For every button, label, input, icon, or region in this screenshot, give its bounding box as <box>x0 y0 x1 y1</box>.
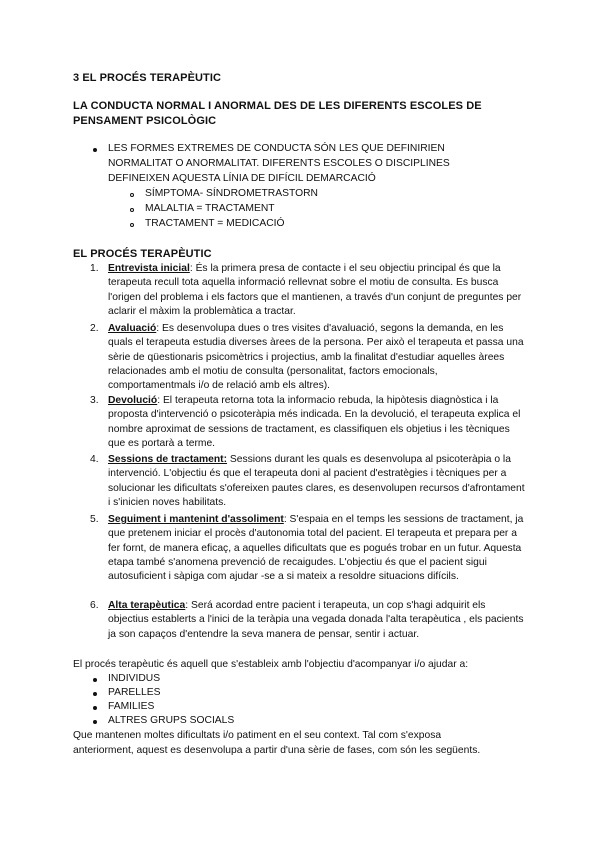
sub-item: SÍMPTOMA- SÍNDROMETRASTORN <box>145 188 318 199</box>
step-text: : És la primera presa de contacte i el seu objectiu principal és que la terapeuta recull tota aquella informació rellevnat sobre el motiu de consulta. Es busca l'origen del problema i els factors que el mantienen, a través d'un conjunt de preguntes per aclarir el màxim la problemàtica a tractar. <box>108 263 522 317</box>
target-item: INDIVIDUS <box>108 673 161 684</box>
step-number: 2. <box>90 323 99 334</box>
step-text: : Será acordad entre pacient i terapeuta, un cop s'hagi adquirit els objectius establerts a l'inici de la teràpia una vegada donada l'alta terapèutica , els pacients ja son capaços d'entendre la seva manera de pensar, sentir i actuar. <box>108 600 524 640</box>
hollow-bullet-icon <box>130 223 134 227</box>
step-term: Seguiment i mantenint d'assoliment <box>108 514 284 525</box>
target-item: ALTRES GRUPS SOCIALS <box>108 715 235 726</box>
step-term: Avaluació <box>108 323 157 334</box>
subtitle-line-1: LA CONDUCTA NORMAL I ANORMAL DES DE LES DIFERENTS ESCOLES DE <box>73 100 482 112</box>
step-number: 5. <box>90 514 99 525</box>
hollow-bullet-icon <box>130 193 134 197</box>
closing-line-1: Que mantenen moltes dificultats i/o patiment en el seu context. Tal com s'exposa <box>73 730 442 741</box>
bullet-intro-line-2: NORMALITAT O ANORMALITAT. DIFERENTS ESCOLES O DISCIPLINES <box>108 158 450 169</box>
step-text: Sessions durant les quals es desenvolupa al psicoteràpia o la intervenció. L'objectiu és que el terapeuta doni al pacient d'estratègies i tècniques per a solucionar les dificultats s'ofereixen pautes clares, es desenvolupen recursos d'afrontament i s'inicien noves habilitats. <box>108 454 525 508</box>
process-heading: EL PROCÉS TERAPÈUTIC <box>73 248 212 260</box>
step-5 <box>108 513 526 584</box>
closing-line-2: anteriorment, aquest es desenvolupa a partir d'una sèrie de fases, com són les següents. <box>73 745 481 756</box>
step-4 <box>108 453 526 510</box>
subtitle-line-2: PENSAMENT PSICOLÒGIC <box>73 115 217 127</box>
sub-item: MALALTIA = TRACTAMENT <box>145 203 275 214</box>
bullet-intro-line-3: DEFINEIXEN AQUESTA LÍNIA DE DIFÍCIL DEMARCACIÓ <box>108 173 376 184</box>
target-item: PARELLES <box>108 687 161 698</box>
step-number: 4. <box>90 454 99 465</box>
step-number: 6. <box>90 600 99 611</box>
step-number: 3. <box>90 395 99 406</box>
bullet-dot-icon <box>93 678 97 682</box>
section-title: 3 EL PROCÉS TERAPÈUTIC <box>73 72 222 84</box>
step-1 <box>108 262 526 319</box>
step-text: : S'espaia en el temps les sessions de tractament, ja que pretenem iniciar el procès d'autonomia total del pacient. El terapeuta et prepara per a fer fornt, de manera eficaç, a aquelles dificultats que es pogués trobar en un futur. Aquesta etapa també s'anomena prevenció de recaigudes. L'objectiu és que el pacient sigui autosuficient i sàpiga com ajudar -se a si mateix a resoldre situacions difícils. <box>108 514 524 583</box>
bullet-dot-icon <box>93 692 97 696</box>
step-text: : Es desenvolupa dues o tres visites d'avaluació, segons la demanda, en les quals el terapeuta estudia diverses àrees de la persona. Per això el terapeuta et passa una sèrie de qüestionaris psicomètrics i projectius, amb la finalitat d'estudiar aquelles àrees relacionades amb el motiu de consulta (personalitat, factors emocionals, comportamentmals i/o de relació amb els altres). <box>108 323 524 392</box>
target-item: FAMILIES <box>108 701 155 712</box>
hollow-bullet-icon <box>130 208 134 212</box>
step-term: Entrevista inicial <box>108 263 190 274</box>
step-term: Alta terapèutica <box>108 600 186 611</box>
closing-intro: El procés terapèutic és aquell que s'estableix amb l'objectiu d'acompanyar i/o ajudar a: <box>73 659 469 670</box>
step-3 <box>108 394 526 451</box>
bullet-dot-icon <box>93 706 97 710</box>
step-2 <box>108 322 526 393</box>
step-term: Devolució <box>108 395 158 406</box>
step-text: : El terapeuta retorna tota la informacio rebuda, la hipòtesis diagnòstica i la proposta d'intervenció o psicoteràpia més indicada. En la devolució, el terapeuta explica el nombre aproximat de sessions de tractament, es classifiquen els objetius i les tècniques que es portarà a terme. <box>108 395 521 449</box>
bullet-dot-icon <box>93 720 97 724</box>
step-number: 1. <box>90 263 99 274</box>
bullet-dot-icon <box>93 148 97 152</box>
step-term: Sessions de tractament: <box>108 454 228 465</box>
bullet-intro-line-1: LES FORMES EXTREMES DE CONDUCTA SÓN LES QUE DEFINIRIEN <box>108 143 445 154</box>
sub-item: TRACTAMENT = MEDICACIÓ <box>145 218 285 229</box>
step-6 <box>108 599 526 642</box>
